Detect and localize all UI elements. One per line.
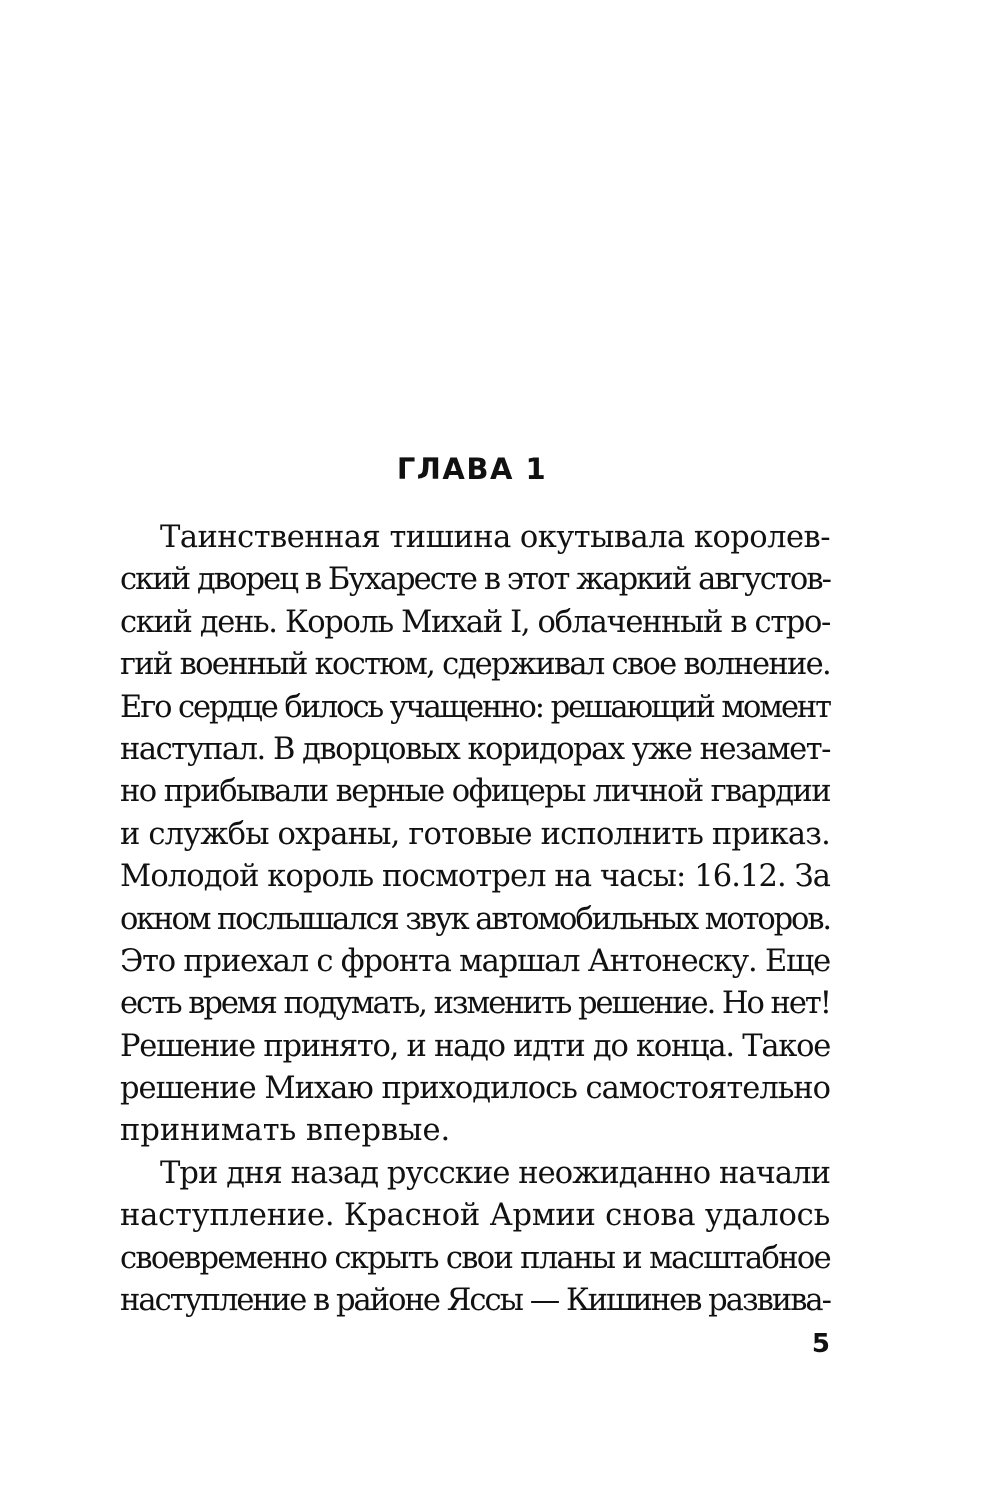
text-line: Таинственная тишина окутывала королев- — [160, 520, 830, 555]
chapter-body — [120, 517, 830, 1322]
text-line: Его сердце билось учащенно: решающий момент — [120, 689, 830, 725]
text-line: принимать впервые. — [120, 1113, 451, 1149]
text-line: ский день. Король Михай I, облаченный в стро- — [120, 604, 830, 640]
text-line: решение Михаю приходилось самостоятельно — [120, 1071, 830, 1107]
text-line: и службы охраны, готовые исполнить приказ. — [120, 816, 830, 852]
text-line: Это приехал с фронта маршал Антонеску. Еще — [120, 943, 830, 979]
text-line: Молодой король посмотрел на часы: 16.12. За — [120, 859, 830, 895]
text-line: наступление в районе Яссы — Кишинев развива- — [120, 1283, 830, 1319]
text-line: гий военный костюм, сдерживал свое волнение. — [120, 647, 830, 683]
text-line: своевременно скрыть свои планы и масштабное — [120, 1240, 830, 1276]
paragraph — [120, 517, 830, 1153]
text-line: Три дня назад русские неожиданно начали — [160, 1155, 830, 1191]
page-number: 5 — [811, 1329, 830, 1359]
text-line: наступление. Красной Армии снова удалось — [120, 1198, 830, 1234]
text-line: наступал. В дворцовых коридорах уже незамет- — [120, 731, 830, 767]
chapter-title: ГЛАВА 1 — [396, 452, 548, 486]
text-line: Решение принято, и надо идти до конца. Такое — [120, 1028, 830, 1064]
text-line: ский дворец в Бухаресте в этот жаркий августов- — [120, 562, 830, 598]
text-line: окном послышался звук автомобильных моторов. — [120, 901, 830, 937]
text-line: есть время подумать, изменить решение. Но нет! — [120, 986, 830, 1022]
paragraph — [120, 1153, 830, 1323]
text-line: но прибывали верные офицеры личной гвардии — [120, 774, 830, 810]
